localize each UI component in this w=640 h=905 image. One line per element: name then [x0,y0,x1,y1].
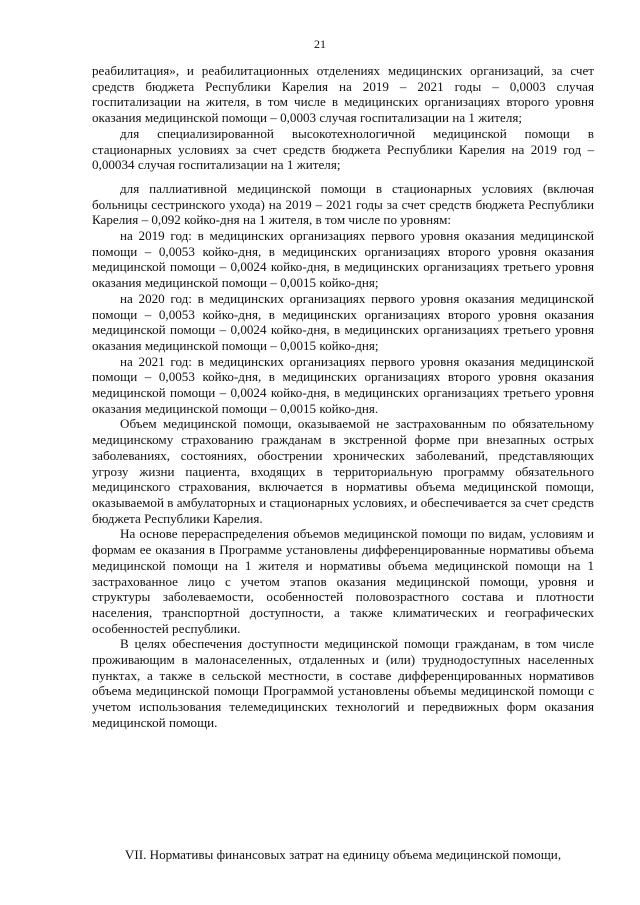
page-number: 21 [314,37,326,51]
body-text [92,63,594,731]
paragraph-rehabilitation: реабилитация», и реабилитационных отделениях медицинских организаций, за счет средств бюджета Республики Карелия на 2019 – 2021 годы – 0,0003 случая госпитализации на жителя, в том числе в медицинских организациях второго уровня оказания медицинской помощи – 0,0003 случая госпитализации на 1 жителя; [92,63,594,126]
paragraph-palliative-care: для паллиативной медицинской помощи в стационарных условиях (включая больницы сестринского ухода) на 2019 – 2021 годы за счет средств бюджета Республики Карелия – 0,092 койко-дня на 1 жителя, в том числе по уровням: [92,180,594,228]
paragraph-uninsured-care: Объем медицинской помощи, оказываемой не застрахованным по обязательному медицинскому страхованию гражданам в экстренной форме при внезапных острых заболеваниях, состояниях, обострении хронических заболеваний, представляющих угрозу жизни пациента, входящих в территориальную программу обязательного медицинского страхования, включается в нормативы объема медицинской помощи, оказываемой в амбулаторных и стационарных условиях, и обеспечивается за счет средств бюджета Республики Карелия. [92,416,594,526]
paragraph-accessibility: В целях обеспечения доступности медицинской помощи гражданам, в том числе проживающим в малонаселенных, отдаленных и (или) труднодоступных населенных пунктах, а также в сельской местности, в составе дифференцированных нормативов объема медицинской помощи Программой установлены объемы медицинской помощи с учетом использования телемедицинских технологий и передвижных форм оказания медицинской помощи. [92,636,594,730]
paragraph-redistribution: На основе перераспределения объемов медицинской помощи по видам, условиям и формам ее оказания в Программе установлены дифференцированные нормативы объема медицинской помощи на 1 жителя и нормативы объема медицинской помощи на 1 застрахованное лицо с учетом этапов оказания медицинской помощи, уровня и структуры заболеваемости, особенностей половозрастного состава и плотности населения, транспортной доступности, а также климатических и географических особенностей республики. [92,526,594,636]
section-heading: VII. Нормативы финансовых затрат на единицу объема медицинской помощи, [124,847,562,862]
paragraph-year-2020: на 2020 год: в медицинских организациях первого уровня оказания медицинской помощи – 0,0053 койко-дня, в медицинских организациях второго уровня оказания медицинской помощи – 0,0024 койко-дня, в медицинских организациях третьего уровня оказания медицинской помощи – 0,0015 койко-дня; [92,290,594,353]
paragraph-year-2021: на 2021 год: в медицинских организациях первого уровня оказания медицинской помощи – 0,0053 койко-дня, в медицинских организациях второго уровня оказания медицинской помощи – 0,0024 койко-дня, в медицинских организациях третьего уровня оказания медицинской помощи – 0,0015 койко-дня. [92,353,594,416]
paragraph-year-2019: на 2019 год: в медицинских организациях первого уровня оказания медицинской помощи – 0,0053 койко-дня, в медицинских организациях второго уровня оказания медицинской помощи – 0,0024 койко-дня, в медицинских организациях третьего уровня оказания медицинской помощи – 0,0015 койко-дня; [92,228,594,291]
paragraph-high-tech-care: для специализированной высокотехнологичной медицинской помощи в стационарных условиях за счет средств бюджета Республики Карелия на 2019 год – 0,00034 случая госпитализации на 1 жителя; [92,125,594,173]
